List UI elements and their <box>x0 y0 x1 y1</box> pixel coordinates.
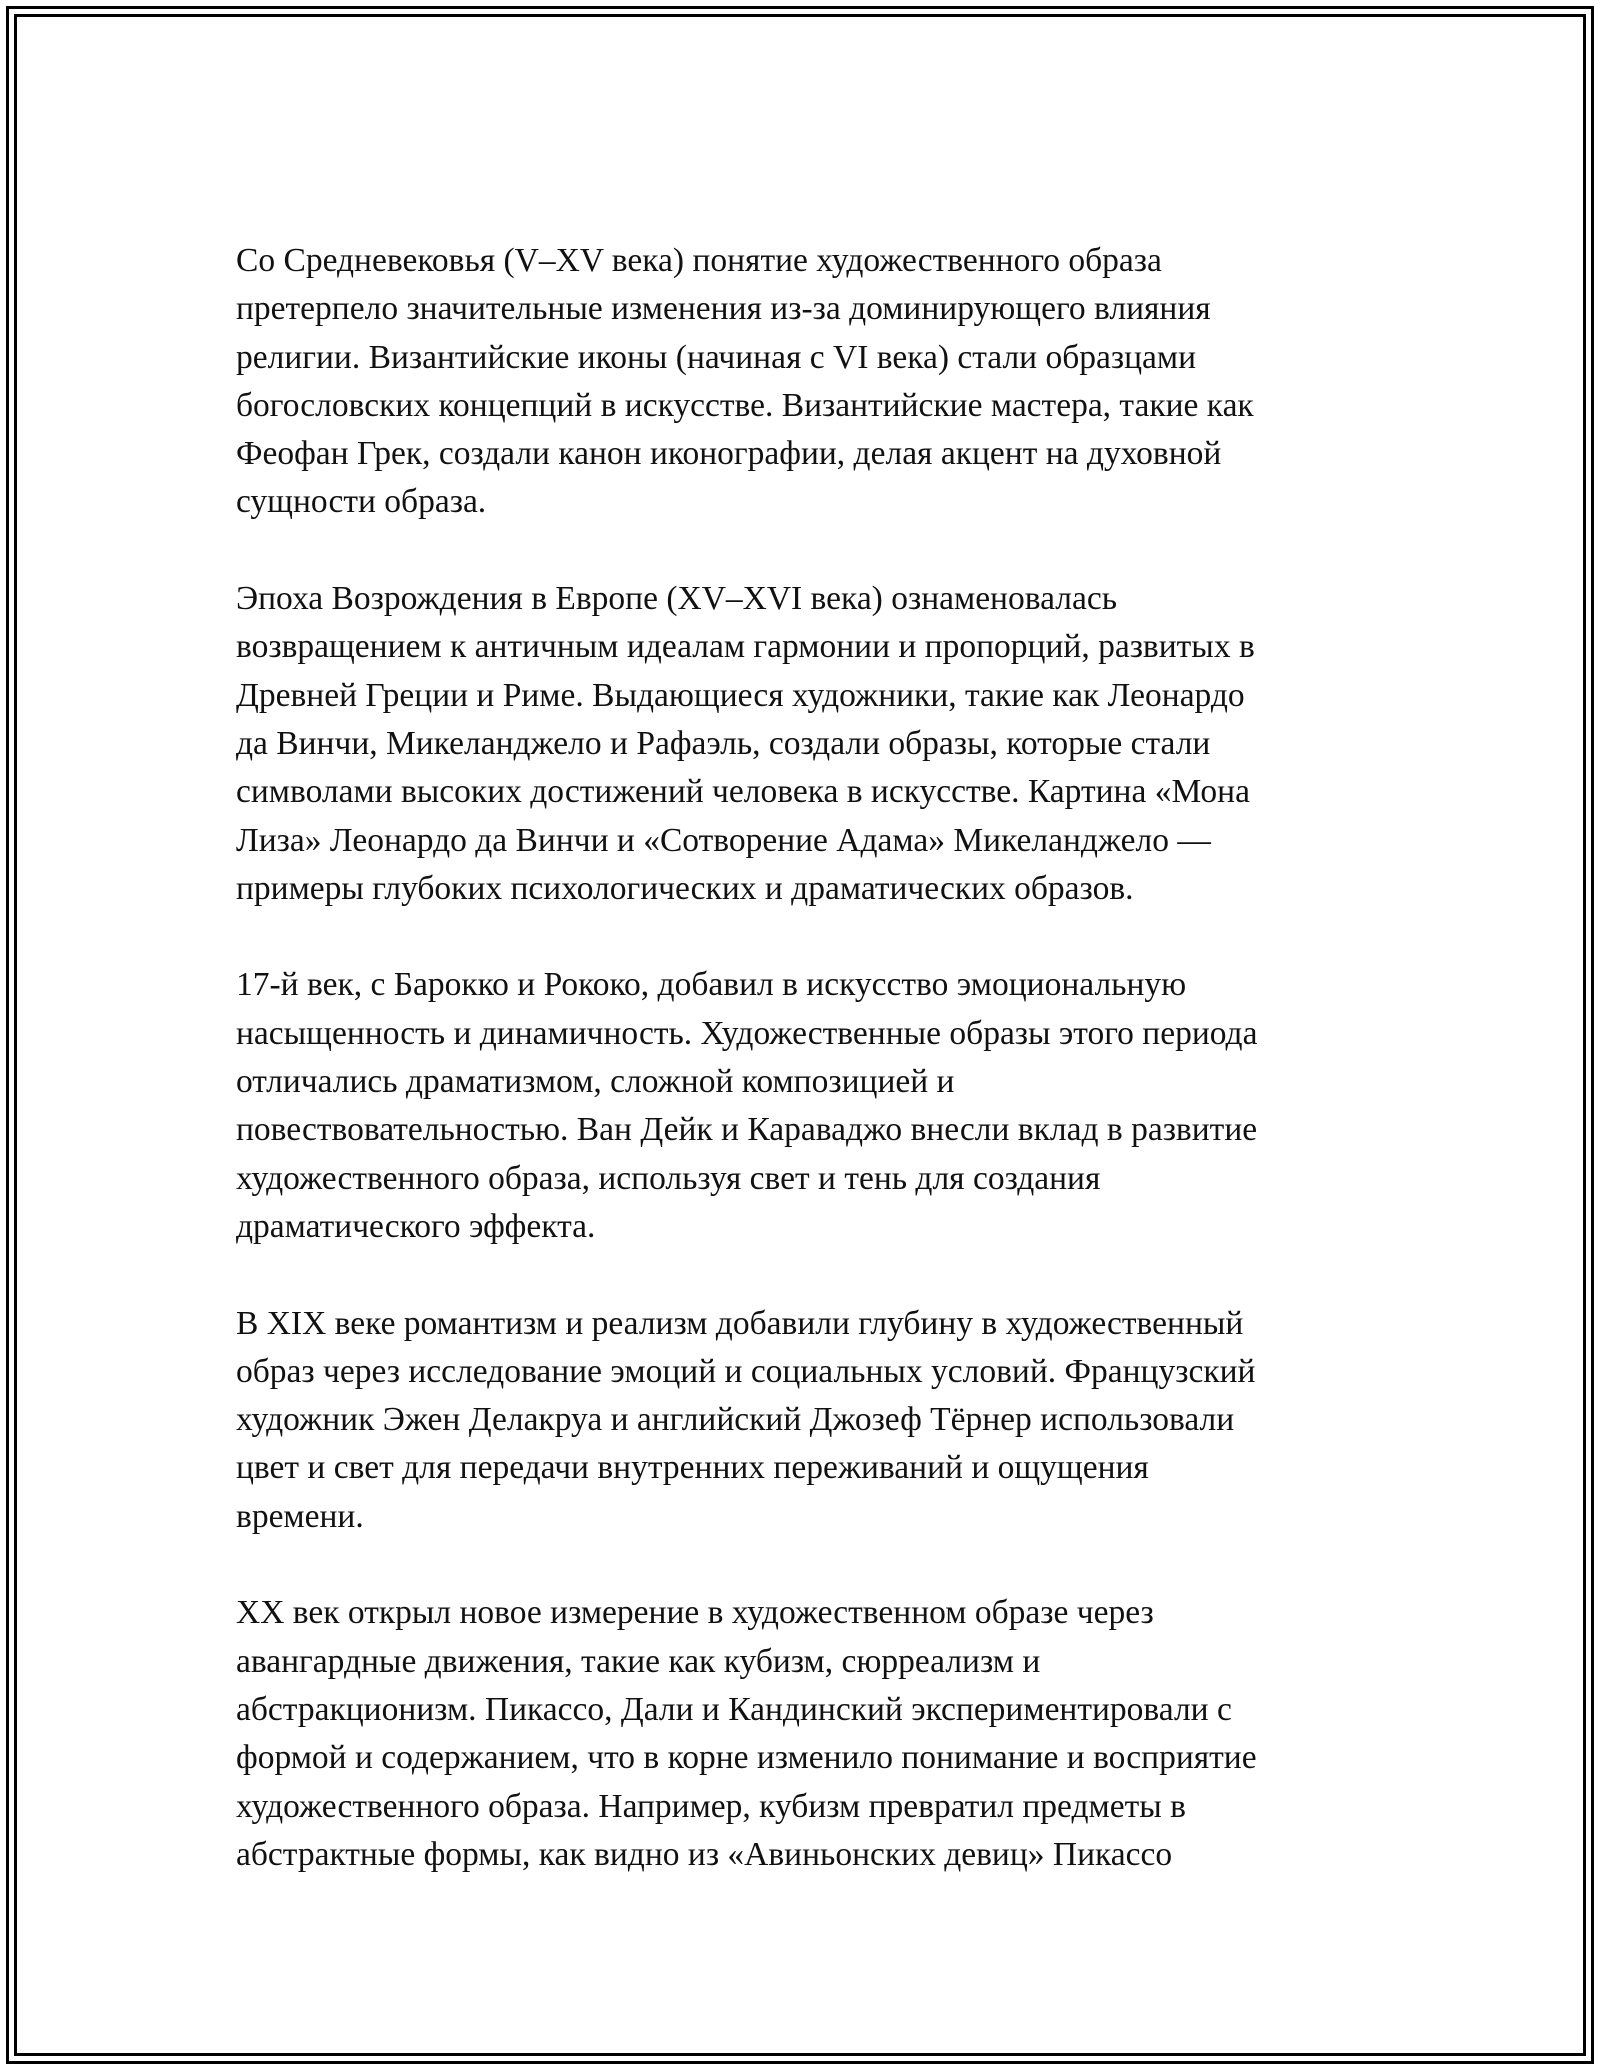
paragraph-baroque: 17-й век, с Барокко и Рококо, добавил в искусство эмоциональную насыщенность и динамичность. Художественные образы этого периода отличались драматизмом, сложной композицией и повествовательностью. Ван Дейк и Караваджо внесли вклад в развитие художественного образа, используя свет и тень для создания драматического эффекта. <box>236 966 1258 1245</box>
paragraph-nineteenth-century: В XIX веке романтизм и реализм добавили глубину в художественный образ через исследование эмоций и социальных условий. Французский художник Эжен Делакруа и английский Джозеф Тёрнер использовали цвет и свет для передачи внутренних переживаний и ощущения времени. <box>236 1304 1256 1535</box>
document-body <box>236 237 1386 1927</box>
paragraph-renaissance: Эпоха Возрождения в Европе (XV–XVI века) ознаменовалась возвращением к античным идеалам гармонии и пропорций, развитых в Древней Греции и Риме. Выдающиеся художники, такие как Леонардо да Винчи, Микеланджело и Рафаэль, создали образы, которые стали символами высоких достижений человека в искусстве. Картина «Мона Лиза» Леонардо да Винчи и «Сотворение Адама» Микеланджело — примеры глубоких психологических и драматических образов. <box>236 580 1255 907</box>
paragraph-twentieth-century: XX век открыл новое измерение в художественном образе через авангардные движения, такие как кубизм, сюрреализм и абстракционизм. Пикассо, Дали и Кандинский экспериментировали с формой и содержанием, что в корне изменило понимание и восприятие художественного образа. Например, кубизм превратил предметы в абстрактные формы, как видно из «Авиньонских девиц» Пикассо <box>236 1594 1257 1873</box>
paragraph-middle-ages: Со Средневековья (V–XV века) понятие художественного образа претерпело значительные изменения из-за доминирующего влияния религии. Византийские иконы (начиная с VI века) стали образцами богословских концепций в искусстве. Византийские мастера, такие как Феофан Грек, создали канон иконографии, делая акцент на духовной сущности образа. <box>236 242 1254 521</box>
